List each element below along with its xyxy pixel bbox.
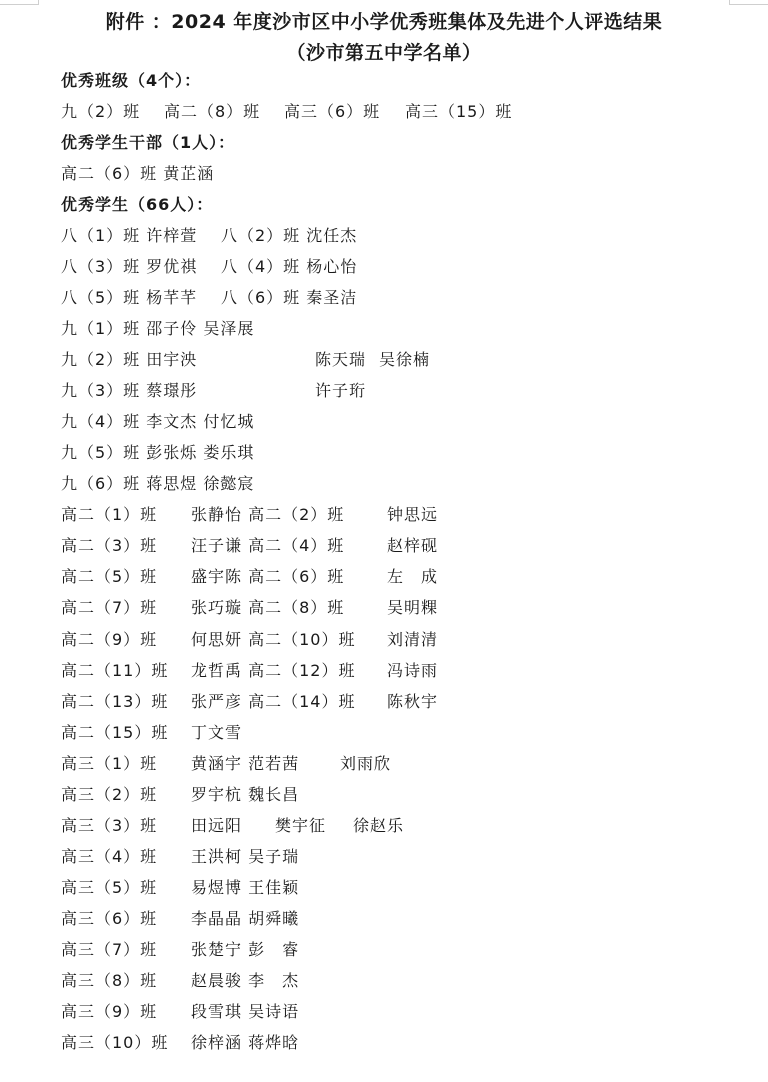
student-entry-continued: 钟思远 — [387, 505, 439, 524]
student-entry-continued: 张严彦 高二（14）班 — [191, 692, 356, 711]
student-entry-continued: 何思妍 高二（10）班 — [191, 630, 356, 649]
class-item: 九（2）班 — [61, 102, 141, 121]
student-entry-continued: 吴明粿 — [387, 598, 439, 617]
student-entry: 九（5）班 彭张烁 娄乐琪 — [61, 443, 255, 462]
student-entry: 高三（1）班 — [61, 754, 158, 773]
student-entry-continued: 龙哲禹 高二（12）班 — [191, 661, 356, 680]
student-entry-continued: 段雪琪 吴诗语 — [191, 1002, 300, 1021]
page-corner-mark-right — [729, 0, 768, 5]
student-entry-continued: 八（2）班 沈任杰 — [221, 226, 358, 245]
student-entry: 高三（5）班 — [61, 878, 158, 897]
student-entry-continued: 张静怡 高二（2）班 — [191, 505, 345, 524]
student-entry: 高三（3）班 — [61, 816, 158, 835]
student-entry: 高三（2）班 — [61, 785, 158, 804]
student-entry: 高二（15）班 — [61, 723, 169, 742]
class-item: 高二（8）班 — [164, 102, 261, 121]
student-entry-continued: 许子珩 — [315, 381, 367, 400]
student-entry: 高二（13）班 — [61, 692, 169, 711]
student-entry-continued: 汪子谦 高二（4）班 — [191, 536, 345, 555]
student-entry: 高三（10）班 — [61, 1033, 169, 1052]
student-entry-continued: 冯诗雨 — [387, 661, 439, 680]
student-entry-continued: 王洪柯 吴子瑞 — [191, 847, 300, 866]
student-entry: 高二（9）班 — [61, 630, 158, 649]
student-entry-continued: 赵梓砚 — [387, 536, 439, 555]
student-entry-continued: 八（6）班 秦圣洁 — [221, 288, 358, 307]
student-entry-continued: 田远阳 — [191, 816, 243, 835]
student-entry: 高二（7）班 — [61, 598, 158, 617]
student-entry-continued: 张楚宁 彭 睿 — [191, 940, 300, 959]
student-entry-continued: 黄涵宇 范若茜 — [191, 754, 300, 773]
student-entry-continued: 盛宇陈 高二（6）班 — [191, 567, 345, 586]
student-entry-continued: 刘雨欣 — [340, 754, 392, 773]
student-entry: 高二（3）班 — [61, 536, 158, 555]
student-entry-continued: 左 成 — [387, 567, 439, 586]
student-entry-continued: 丁文雪 — [191, 723, 243, 742]
student-entry-continued: 徐赵乐 — [353, 816, 405, 835]
student-entry: 九（3）班 蔡璟彤 — [61, 381, 198, 400]
student-entry-continued: 徐梓涵 蒋烨晗 — [191, 1033, 300, 1052]
student-entry: 八（5）班 杨芊芊 — [61, 288, 198, 307]
student-entry-continued: 刘清清 — [387, 630, 439, 649]
student-entry: 高三（7）班 — [61, 940, 158, 959]
student-entry: 高二（5）班 — [61, 567, 158, 586]
student-entry: 高三（6）班 — [61, 909, 158, 928]
student-entry-continued: 陈秋宇 — [387, 692, 439, 711]
student-entry: 高三（9）班 — [61, 1002, 158, 1021]
document-subtitle: （沙市第五中学名单） — [286, 42, 482, 64]
student-entry: 九（1）班 邵子伶 吴泽展 — [61, 319, 255, 338]
leader-entry: 高二（6）班 黄芷涵 — [61, 164, 215, 183]
leaders-heading: 优秀学生干部（1人）： — [61, 133, 236, 152]
class-item: 高三（6）班 — [284, 102, 381, 121]
classes-heading: 优秀班级（4个）： — [61, 71, 202, 90]
student-entry: 高二（11）班 — [61, 661, 169, 680]
student-entry-continued: 吴徐楠 — [379, 350, 431, 369]
student-entry: 高三（4）班 — [61, 847, 158, 866]
student-entry: 九（2）班 田宇泱 — [61, 350, 198, 369]
student-entry: 高三（8）班 — [61, 971, 158, 990]
students-heading: 优秀学生（66人）： — [61, 195, 214, 214]
student-entry-continued: 罗宇杭 魏长昌 — [191, 785, 300, 804]
student-entry-continued: 李晶晶 胡舜曦 — [191, 909, 300, 928]
student-entry: 高二（1）班 — [61, 505, 158, 524]
class-item: 高三（15）班 — [405, 102, 513, 121]
student-entry: 八（1）班 许梓萱 — [61, 226, 198, 245]
student-entry-continued: 易煜博 王佳颖 — [191, 878, 300, 897]
student-entry-continued: 张巧璇 高二（8）班 — [191, 598, 345, 617]
document-title: 附件 ：2024 年度沙市区中小学优秀班集体及先进个人评选结果 — [105, 11, 663, 33]
student-entry-continued: 赵晨骏 李 杰 — [191, 971, 300, 990]
student-entry: 九（4）班 李文杰 付忆城 — [61, 412, 255, 431]
student-entry-continued: 八（4）班 杨心怡 — [221, 257, 358, 276]
page-corner-mark-left — [0, 0, 39, 5]
student-entry-continued: 陈天瑞 — [315, 350, 367, 369]
student-entry: 九（6）班 蒋思煜 徐懿宸 — [61, 474, 255, 493]
student-entry-continued: 樊宇征 — [275, 816, 327, 835]
student-entry: 八（3）班 罗优祺 — [61, 257, 198, 276]
